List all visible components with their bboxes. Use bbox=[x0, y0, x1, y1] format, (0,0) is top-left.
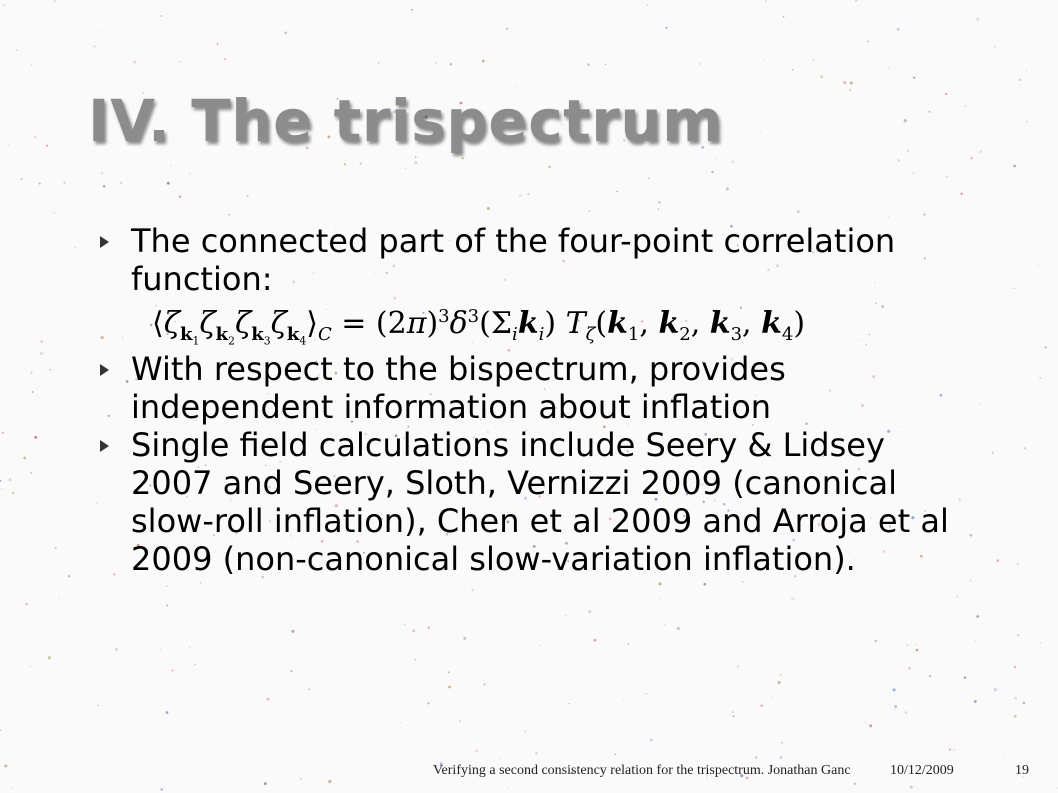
slide-title: IV. The trispectrum bbox=[88, 87, 724, 155]
bullet-arrow-icon bbox=[100, 236, 109, 248]
slide-content bbox=[100, 222, 960, 578]
bullet-text: With respect to the bispectrum, provides independent information about inflation bbox=[131, 350, 786, 426]
bullet-item bbox=[100, 222, 960, 298]
equation-text: $⟨\zeta_{k_1}\zeta_{k_2}\zeta_{k_3}\zeta_{k_4}⟩_C = (2\pi)^3\delta^3(\Sigma_ik_i)$ $T_\zeta(k_1$, $k_2$, $k_3$, $k_4$) bbox=[152, 306, 806, 348]
footer-title: Verifying a second consistency relation for the trispectrum. Jonathan Ganc bbox=[433, 763, 851, 778]
bullet-item bbox=[100, 350, 960, 426]
page-number: 19 bbox=[1015, 763, 1029, 778]
bullet-arrow-icon bbox=[100, 440, 109, 452]
bullet-text: The connected part of the four-point correlation function: bbox=[131, 222, 896, 298]
trispectrum-equation bbox=[152, 302, 960, 346]
footer-date: 10/12/2009 bbox=[890, 763, 954, 778]
bullet-arrow-icon bbox=[100, 364, 109, 376]
bullet-text: Single field calculations include Seery & Lidsey 2007 and Seery, Sloth, Vernizzi 2009 (canonical slow-roll inflation), Chen et al 2009 and Arroja et al 2009 (non-canonical slow-variation inflation). bbox=[131, 426, 949, 578]
bullet-item bbox=[100, 426, 960, 578]
